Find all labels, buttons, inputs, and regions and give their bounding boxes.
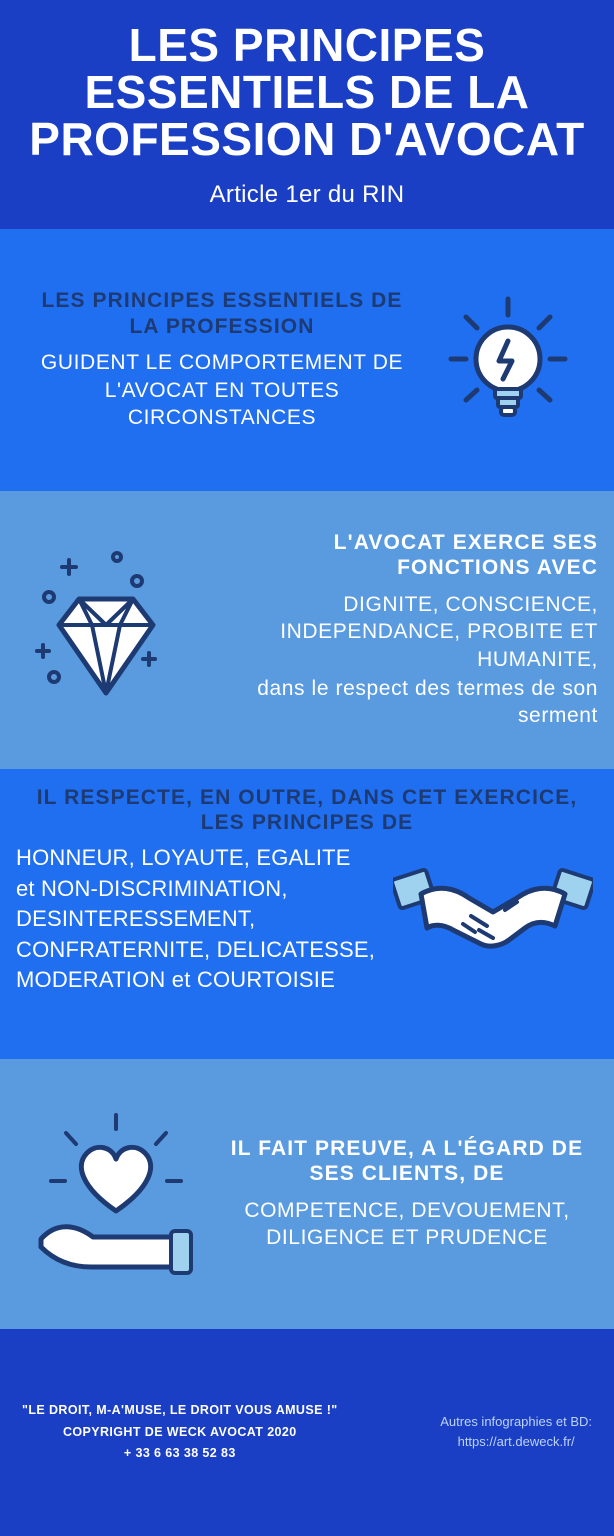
diamond-icon <box>16 535 196 725</box>
footer-phone: + 33 6 63 38 52 83 <box>123 1445 236 1460</box>
section-clients <box>0 1059 614 1329</box>
section-2-text <box>196 530 598 730</box>
section-3-body-line-3: DESINTERESSEMENT, <box>16 906 256 932</box>
section-exercice-fonctions <box>0 491 614 769</box>
section-1-body: GUIDENT LE COMPORTEMENT DE L'AVOCAT EN TOUTES CIRCONSTANCES <box>40 351 404 429</box>
section-3-body-line-4: CONFRATERNITE, DELICATESSE, <box>16 936 376 962</box>
section-principes-essentiels <box>0 229 614 491</box>
section-3-heading: IL RESPECTE, EN OUTRE, DANS CET EXERCICE, LES PRINCIPES DE <box>36 785 578 835</box>
header <box>0 0 614 229</box>
section-1-heading: LES PRINCIPES ESSENTIELS DE LA PROFESSION <box>41 289 403 338</box>
section-principes-exercice <box>0 769 614 1059</box>
section-4-body: COMPETENCE, DEVOUEMENT, DILIGENCE ET PRUDENCE <box>244 1199 570 1250</box>
section-2-body-upper: DIGNITE, CONSCIENCE, INDEPENDANCE, PROBITE ET HUMANITE, <box>280 593 598 671</box>
section-4-heading: IL FAIT PREUVE, A L'ÉGARD DE SES CLIENTS, DE <box>230 1136 584 1186</box>
footer <box>0 1329 614 1536</box>
footer-copyright: COPYRIGHT DE WECK AVOCAT 2020 <box>62 1424 297 1439</box>
handshake-icon <box>388 854 598 984</box>
footer-left <box>22 1400 338 1464</box>
section-2-heading: L'AVOCAT EXERCE SES FONCTIONS AVEC <box>333 530 598 580</box>
header-subtitle: Article 1er du RIN <box>209 180 405 208</box>
section-3-body-line-2: et NON-DISCRIMINATION, <box>16 875 288 901</box>
footer-right <box>440 1412 592 1454</box>
footer-right-label: Autres infographies et BD: <box>440 1413 592 1429</box>
section-1-text <box>16 288 418 431</box>
section-3-body-line-5: MODERATION et COURTOISIE <box>16 967 335 993</box>
section-2-body-lower: dans le respect des termes de son serment <box>257 676 598 728</box>
heart-in-hand-icon <box>16 1099 216 1289</box>
footer-link[interactable]: https://art.deweck.fr/ <box>457 1434 575 1450</box>
section-4-text <box>216 1136 598 1252</box>
lightbulb-icon <box>418 285 598 435</box>
section-3-body-line-1: HONNEUR, LOYAUTE, EGALITE <box>16 844 351 870</box>
page-title: LES PRINCIPES ESSENTIELS DE LA PROFESSION D'AVOCAT <box>29 19 585 165</box>
footer-slogan: "LE DROIT, M-A'MUSE, LE DROIT VOUS AMUSE !" <box>22 1403 338 1418</box>
section-3-text <box>16 844 388 995</box>
